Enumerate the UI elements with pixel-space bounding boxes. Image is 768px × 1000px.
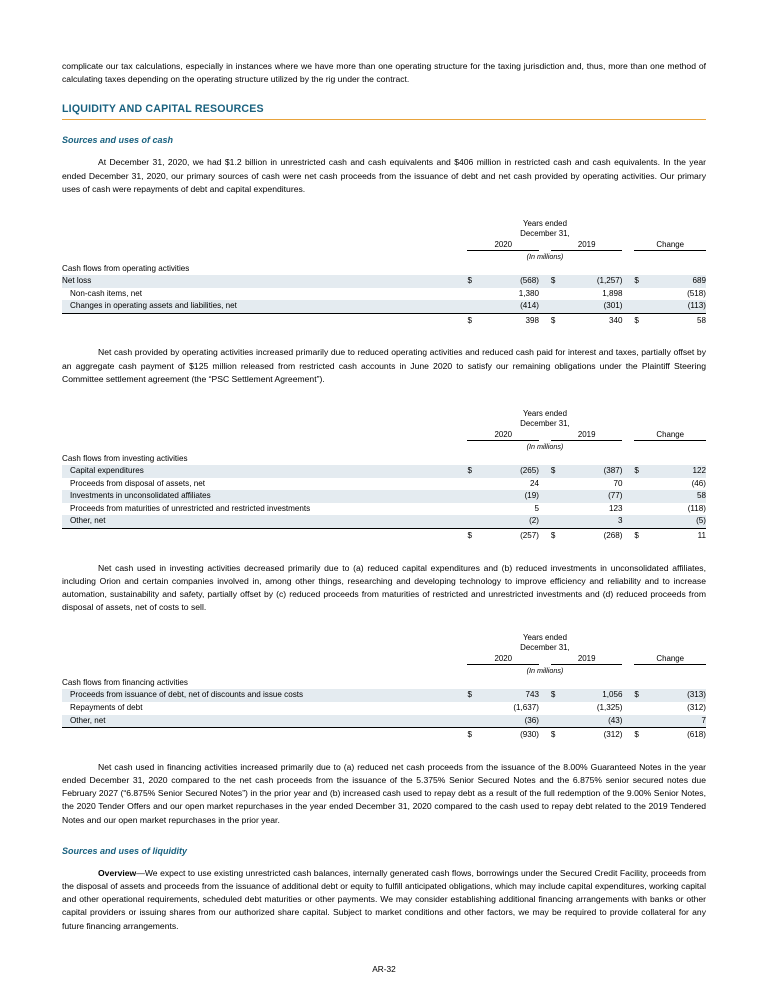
table-header-units — [62, 441, 706, 453]
currency-symbol: $ — [467, 689, 481, 702]
value-2019: 70 — [613, 478, 623, 488]
currency-symbol — [634, 478, 648, 491]
currency-symbol — [551, 300, 565, 313]
table-header-columns — [62, 239, 706, 251]
currency-symbol: $ — [634, 465, 648, 478]
row-label: Capital expenditures — [62, 465, 456, 478]
value-2020: 24 — [529, 478, 539, 488]
paragraph-5 — [62, 867, 706, 933]
value-2019: 123 — [608, 503, 623, 513]
currency-symbol: $ — [467, 275, 481, 288]
value-change: 689 — [649, 275, 706, 288]
total-label — [62, 528, 456, 542]
currency-symbol — [467, 715, 481, 728]
currency-symbol: $ — [634, 313, 648, 327]
value-2020: (36) — [482, 715, 539, 728]
total-2019: (268) — [565, 528, 622, 542]
paragraph-5-lead: Overview — [98, 867, 137, 878]
table-row — [62, 515, 706, 528]
value-2019: (1,257) — [565, 275, 622, 288]
currency-symbol: $ — [551, 465, 565, 478]
table-title-row — [62, 262, 706, 275]
total-2020: 398 — [482, 313, 539, 327]
total-2019: (312) — [565, 728, 622, 742]
row-label: Non-cash items, net — [70, 288, 142, 298]
value-2019: 1,056 — [565, 689, 622, 702]
table-total-row — [62, 528, 706, 542]
currency-symbol — [634, 288, 648, 301]
table-row — [62, 715, 706, 728]
years-ended-line1: Years ended — [522, 409, 567, 418]
value-2019: 3 — [565, 515, 622, 528]
row-label: Net loss — [62, 275, 456, 288]
row-label: Proceeds from issuance of debt, net of discounts and issue costs — [62, 689, 456, 702]
paragraph-5-body: —We expect to use existing unrestricted cash balances, internally generated cash flows, borrowings under the Secured Credit Facility, proceeds from the disposal of assets and proceeds from the issuance of additional debt or equity to fulfill anticipated obligations, which may include capital expenditures, working capital and other operational requirements, scheduled debt maturities or other payments. We may consider establishing additional financing arrangements with banks or other capital providers or issuing shares from our authorized share capital. Subject to market conditions and other factors, we may be required to provide collateral for any future financing arrangements. — [62, 867, 706, 931]
value-2020: 1,380 — [518, 288, 539, 298]
row-label: Other, net — [62, 715, 456, 728]
currency-symbol: $ — [467, 313, 481, 327]
value-change: (118) — [687, 503, 706, 513]
table-row — [62, 689, 706, 702]
value-change: (46) — [691, 478, 706, 488]
value-2020: (19) — [482, 490, 539, 503]
value-2019: (1,325) — [596, 702, 623, 712]
intro-paragraph: complicate our tax calculations, especially in instances where we have more than one operating structure for the taxing jurisdiction and, thus, more than one method of calculating taxes depending on the operating structure utilized by the rig under the contract. — [62, 61, 706, 85]
value-change: 122 — [649, 465, 706, 478]
currency-symbol — [634, 503, 648, 516]
years-ended-line2: December 31, — [520, 419, 570, 428]
currency-symbol — [467, 503, 481, 516]
units-label: (In millions) — [526, 666, 564, 676]
currency-symbol: $ — [467, 465, 481, 478]
currency-symbol — [634, 490, 648, 503]
page-number: AR-32 — [372, 964, 396, 974]
currency-symbol — [467, 300, 481, 313]
table-header-units — [62, 665, 706, 677]
col-header-2020: 2020 — [467, 429, 539, 441]
value-2020: 5 — [534, 503, 539, 513]
table-header-columns — [62, 429, 706, 441]
value-2019: (77) — [565, 490, 622, 503]
table-title: Cash flows from financing activities — [62, 678, 188, 688]
table-title-row — [62, 452, 706, 465]
currency-symbol — [551, 503, 565, 516]
total-change: 58 — [649, 313, 706, 327]
table-title: Cash flows from investing activities — [62, 454, 188, 463]
total-2020: (930) — [482, 728, 539, 742]
currency-symbol: $ — [634, 275, 648, 288]
currency-symbol — [634, 702, 648, 715]
currency-symbol — [467, 288, 481, 301]
total-2019: 340 — [565, 313, 622, 327]
col-header-2019: 2019 — [551, 239, 623, 251]
table-total-row — [62, 313, 706, 327]
row-label: Other, net — [62, 515, 456, 528]
col-header-2019: 2019 — [551, 653, 623, 665]
years-ended-line1: Years ended — [522, 633, 567, 643]
col-header-2019: 2019 — [551, 429, 623, 441]
currency-symbol — [551, 702, 565, 715]
table-row — [62, 490, 706, 503]
currency-symbol — [551, 490, 565, 503]
paragraph-2: Net cash provided by operating activities increased primarily due to reduced operating activities and reduced cash paid for interest and taxes, partially offset by an aggregate cash payment of $125 million released from restricted cash accounts in June 2020 to satisfy our remaining obligations under the Plaintiff Steering Committee settlement agreement (the “PSC Settlement Agreement”). — [62, 347, 706, 384]
col-header-change: Change — [634, 429, 706, 441]
currency-symbol — [634, 715, 648, 728]
value-2019: 1,898 — [602, 288, 623, 298]
cash-flow-operating-table — [62, 219, 706, 327]
units-label: (In millions) — [526, 252, 564, 262]
table-header-years — [62, 409, 706, 429]
value-2020: (414) — [482, 300, 539, 313]
table-header-units — [62, 251, 706, 263]
table-header-columns — [62, 653, 706, 665]
row-label: Proceeds from maturities of unrestricted and restricted investments — [70, 503, 311, 513]
row-label: Repayments of debt — [70, 702, 143, 712]
currency-symbol: $ — [551, 275, 565, 288]
currency-symbol — [467, 478, 481, 491]
value-change: (312) — [687, 702, 706, 712]
paragraph-3: Net cash used in investing activities decreased primarily due to (a) reduced capital expenditures and (b) reduced investments in unconsolidated affiliates, including Orion and certain companies involved in, among other things, researching and developing technology to improve efficiency and reliability and to increase automation, sustainability and safety, partially offset by (c) reduced proceeds from maturities of restricted and unrestricted investments and (d) reduced proceeds from disposal of assets, net of costs to sell. — [62, 562, 706, 613]
currency-symbol: $ — [634, 728, 648, 742]
value-change: 7 — [649, 715, 706, 728]
currency-symbol: $ — [551, 313, 565, 327]
cash-flow-financing-table — [62, 633, 706, 741]
currency-symbol: $ — [467, 728, 481, 742]
table-row — [62, 702, 706, 715]
col-header-change: Change — [634, 239, 706, 251]
value-change: (5) — [649, 515, 706, 528]
row-label: Changes in operating assets and liabilities, net — [62, 300, 456, 313]
paragraph-1: At December 31, 2020, we had $1.2 billion in unrestricted cash and cash equivalents and $406 million in restricted cash and cash equivalents. In the year ended December 31, 2020, our primary sources of cash were net cash proceeds from the issuance of debt and net cash provided by operating activities. Our primary uses of cash were repayments of debt and capital expenditures. — [62, 157, 706, 194]
currency-symbol: $ — [551, 528, 565, 542]
table-header-years — [62, 633, 706, 653]
years-ended-line2: December 31, — [520, 229, 570, 239]
table-row — [62, 478, 706, 491]
value-change: 58 — [649, 490, 706, 503]
table-row — [62, 288, 706, 301]
paragraph-4: Net cash used in financing activities increased primarily due to (a) reduced net cash proceeds from the issuance of the 8.00% Guaranteed Notes in the year ended December 31, 2020 compared to the net cash proceeds from the issuance of the 5.375% Senior Secured Notes and the 6.875% senior secured notes due February 2027 (“6.875% Senior Secured Notes”) in the prior year and (b) increased cash used to repay debt as a result of the full redemption of the 9.00% Senior Notes, the 2020 Tender Offers and our open market repurchases in the year ended December 31, 2020 compared to the cash used to repay debt related to the 2019 Tendered Notes and our open market repurchases in the prior year. — [62, 761, 706, 825]
currency-symbol — [467, 490, 481, 503]
currency-symbol — [467, 702, 481, 715]
total-2020: (257) — [482, 528, 539, 542]
row-label: Proceeds from disposal of assets, net — [70, 478, 205, 488]
total-label — [62, 728, 456, 742]
col-header-change: Change — [634, 653, 706, 665]
col-header-2020: 2020 — [467, 239, 539, 251]
currency-symbol: $ — [551, 689, 565, 702]
table-row — [62, 503, 706, 516]
years-ended-line1: Years ended — [522, 219, 567, 229]
currency-symbol: $ — [634, 528, 648, 542]
currency-symbol — [551, 715, 565, 728]
row-label: Investments in unconsolidated affiliates — [62, 490, 456, 503]
years-ended-line2: December 31, — [520, 643, 570, 653]
currency-symbol — [551, 288, 565, 301]
currency-symbol — [467, 515, 481, 528]
value-2020: (265) — [482, 465, 539, 478]
cash-flow-investing-table — [62, 409, 706, 543]
table-row — [62, 275, 706, 288]
currency-symbol — [551, 478, 565, 491]
currency-symbol: $ — [467, 528, 481, 542]
total-label — [62, 313, 456, 327]
value-2019: (43) — [565, 715, 622, 728]
subheading-sources-uses-liquidity: Sources and uses of liquidity — [62, 845, 188, 856]
value-2020: (1,637) — [513, 702, 539, 712]
total-change: 11 — [649, 528, 706, 542]
table-total-row — [62, 728, 706, 742]
table-header-years — [62, 219, 706, 239]
table-title: Cash flows from operating activities — [62, 264, 190, 274]
value-change: (313) — [649, 689, 706, 702]
col-header-2020: 2020 — [467, 653, 539, 665]
value-2020: (2) — [482, 515, 539, 528]
value-2020: 743 — [482, 689, 539, 702]
currency-symbol — [634, 515, 648, 528]
table-title-row — [62, 676, 706, 689]
table-row — [62, 465, 706, 478]
value-2019: (301) — [565, 300, 622, 313]
table-row — [62, 300, 706, 313]
currency-symbol — [634, 300, 648, 313]
section-heading: LIQUIDITY AND CAPITAL RESOURCES — [62, 103, 706, 120]
value-change: (113) — [649, 300, 706, 313]
value-2019: (387) — [565, 465, 622, 478]
value-change: (518) — [687, 288, 706, 298]
units-label: (In millions) — [526, 442, 564, 451]
currency-symbol — [551, 515, 565, 528]
total-change: (618) — [649, 728, 706, 742]
currency-symbol: $ — [551, 728, 565, 742]
subheading-sources-uses-cash: Sources and uses of cash — [62, 135, 174, 146]
value-2020: (568) — [482, 275, 539, 288]
currency-symbol: $ — [634, 689, 648, 702]
